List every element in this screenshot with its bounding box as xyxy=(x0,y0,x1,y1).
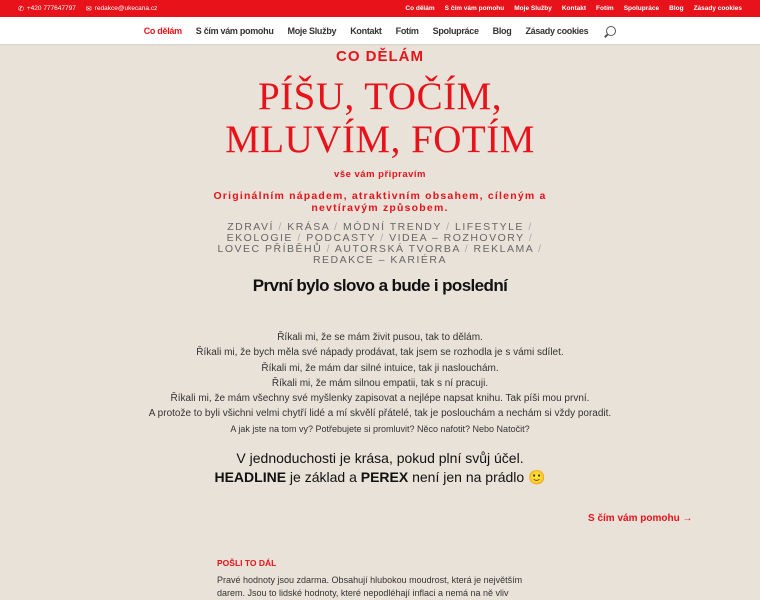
topic-item: REDAKCE – KARIÉRA xyxy=(312,254,448,266)
topic-separator: / xyxy=(523,221,533,233)
nav-item-zasady-cookies[interactable]: Zásady cookies xyxy=(525,25,589,36)
topic-item: VIDEA – ROZHOVORY xyxy=(389,232,525,244)
toplink-kontakt[interactable]: Kontakt xyxy=(561,5,587,12)
hero-subtitle: vše vám připravím xyxy=(334,169,426,180)
section-eyebrow: CO DĚLÁM xyxy=(336,48,424,65)
hero-tagline: Originálním nápadem, atraktivním obsahem, cíleným a nevtíravým způsobem. xyxy=(213,190,547,214)
topic-item: ZDRAVÍ xyxy=(227,221,274,233)
intro-question: A jak jste na tom vy? Potřebujete si promluvit? Něco nafotit? Nebo Natočit? xyxy=(230,423,530,434)
toplink-s-cim-vam-pomohu[interactable]: S čím vám pomohu xyxy=(444,5,505,12)
simplicity-block xyxy=(0,449,760,487)
page-headline xyxy=(0,75,760,161)
headline-word: HEADLINE xyxy=(214,469,287,486)
slogan-heading: První bylo slovo a bude i poslední xyxy=(252,276,508,295)
topic-separator: / xyxy=(292,232,307,244)
nav-item-co-delam[interactable]: Co dělám xyxy=(143,25,182,36)
nav-item-s-cim-vam-pomohu[interactable]: S čím vám pomohu xyxy=(195,25,274,36)
topic-item: LOVEC PŘÍBĚHŮ xyxy=(217,243,323,255)
toplink-moje-sluzby[interactable]: Moje Služby xyxy=(514,5,552,12)
topic-separator: / xyxy=(533,243,543,255)
topic-separator: / xyxy=(329,221,343,233)
topic-item: KRÁSA xyxy=(287,221,330,233)
simplicity-line-1: V jednoduchosti je krása, pokud plní svůj účel. xyxy=(236,450,524,467)
topic-list xyxy=(205,222,555,266)
simplicity-line-2 xyxy=(0,468,760,487)
intro-line: A protože to byli všichni velmi chytří lidé a mí skvělí přátelé, tak je poslouchám a nechám si vždy poradit. xyxy=(148,408,612,420)
phone-number: +420 777647797 xyxy=(26,5,76,12)
simplicity-end: není jen na prádlo 🙂 xyxy=(408,469,546,486)
topic-separator: / xyxy=(441,221,455,233)
topic-separator: / xyxy=(375,232,390,244)
topic-item: REKLAMA xyxy=(473,243,534,255)
intro-line: Říkali mi, že se mám živit pusou, tak to dělám. xyxy=(277,332,483,343)
nav-item-kontakt[interactable]: Kontakt xyxy=(350,25,382,36)
headline-line-1: PÍŠU, TOČÍM, xyxy=(257,75,503,118)
main-nav xyxy=(0,17,760,44)
topic-separator: / xyxy=(524,232,534,244)
simplicity-middle: je základ a xyxy=(286,469,361,486)
top-bar xyxy=(0,0,760,17)
nav-item-spoluprace[interactable]: Spolupráce xyxy=(432,25,479,36)
nav-item-fotim[interactable]: Fotím xyxy=(395,25,419,36)
topic-separator: / xyxy=(322,243,335,255)
intro-line: Říkali mi, že mám dar silné intuice, tak ji naslouchám. xyxy=(261,362,499,374)
search-icon[interactable] xyxy=(606,26,616,36)
mail-icon: ✉ xyxy=(85,5,92,13)
topic-item: MÓDNÍ TRENDY xyxy=(343,221,442,233)
topic-item: PODCASTY xyxy=(306,232,376,244)
share-title: POŠLI TO DÁL xyxy=(217,558,277,568)
intro-line: Říkali mi, že bych měla své nápady prodávat, tak jsem se rozhodla je s vámi sdílet. xyxy=(196,347,564,359)
help-link[interactable]: S čím vám pomohu → xyxy=(588,513,693,524)
toplink-co-delam[interactable]: Co dělám xyxy=(405,5,435,12)
topic-separator: / xyxy=(273,221,288,233)
nav-item-blog[interactable]: Blog xyxy=(492,25,512,36)
toplink-zasady-cookies[interactable]: Zásady cookies xyxy=(693,5,742,12)
top-links xyxy=(405,5,742,12)
share-text: Pravé hodnoty jsou zdarma. Obsahují hlubokou moudrost, která je největším darem. Jsou to lidské hodnoty, které nepodléhají inflaci a nemá na ně vliv xyxy=(217,575,523,598)
intro-line: Říkali mi, že mám všechny své myšlenky zapisovat a nejlépe napsat knihu. Tak píši mou první. xyxy=(170,393,590,405)
phone-icon: ✆ xyxy=(18,5,24,13)
email-contact[interactable] xyxy=(86,5,157,13)
toplink-spoluprace[interactable]: Spolupráce xyxy=(623,5,660,12)
toplink-fotim[interactable]: Fotím xyxy=(596,5,614,12)
topic-item: AUTORSKÁ TVORBA xyxy=(334,243,461,255)
phone-contact[interactable] xyxy=(18,5,76,13)
hero-section xyxy=(0,48,760,296)
topic-separator: / xyxy=(460,243,474,255)
toplink-blog[interactable]: Blog xyxy=(669,5,684,12)
email-address: redakce@ukecana.cz xyxy=(94,5,158,12)
perex-word: PEREX xyxy=(360,469,409,486)
intro-paragraph xyxy=(0,330,760,437)
topic-item: LIFESTYLE xyxy=(454,221,524,233)
topic-item: EKOLOGIE xyxy=(226,232,293,244)
intro-line: Říkali mi, že mám silnou empatii, tak s ní pracuji. xyxy=(271,377,489,389)
share-section xyxy=(217,558,547,600)
nav-item-moje-sluzby[interactable]: Moje Služby xyxy=(287,25,337,36)
headline-line-2: MLUVÍM, FOTÍM xyxy=(225,118,535,161)
